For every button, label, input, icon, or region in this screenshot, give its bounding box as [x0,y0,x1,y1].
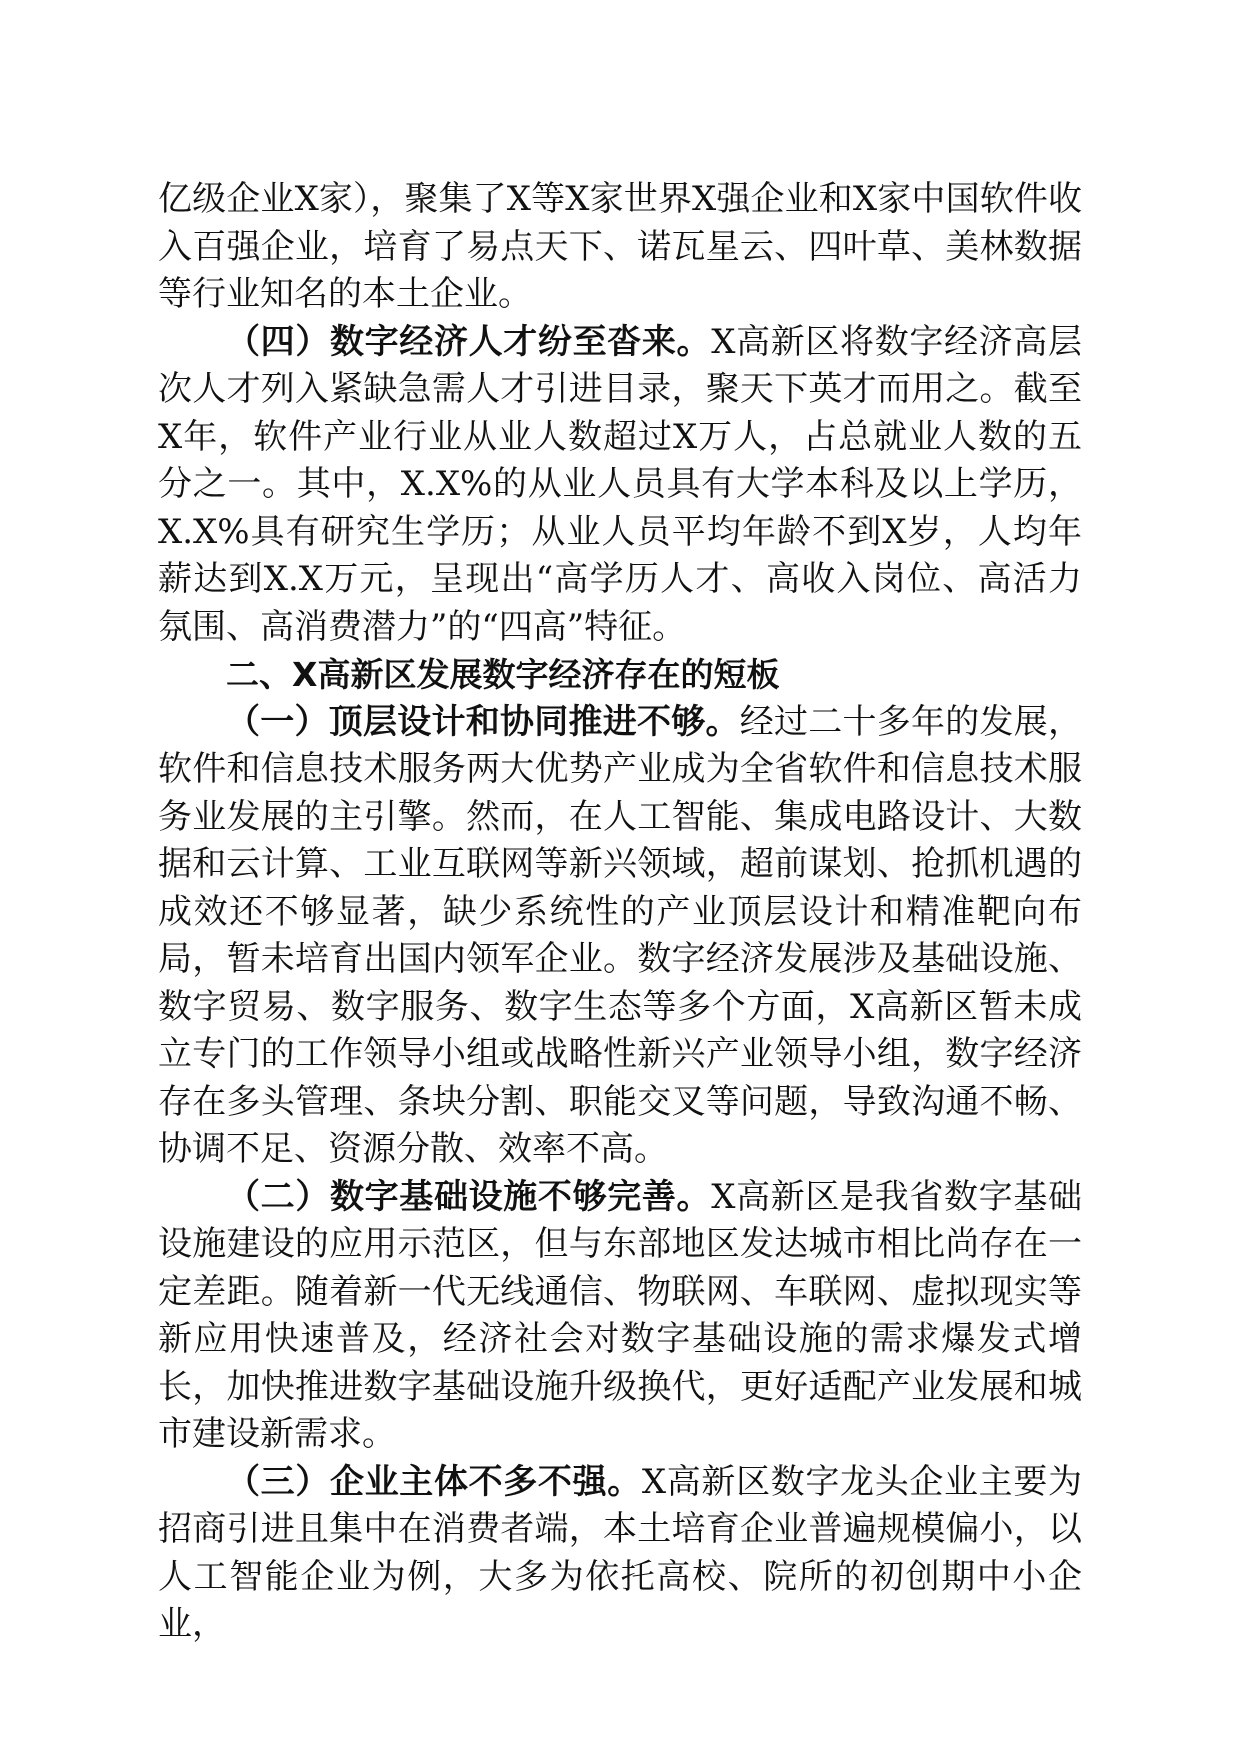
paragraph-enterprises [158,1459,1082,1649]
section-heading: 二、X高新区发展数字经济存在的短板 [226,655,780,694]
paragraph-text: X高新区是我省数字基础设施建设的应用示范区，但与东部地区发达城市相比尚存在一定差距。随着新一代无线通信、物联网、车联网、虚拟现实等新应用快速普及，经济社会对数字基础设施的需求爆发式增长，加快推进数字基础设施升级换代，更好适配产业发展和城市建设新需求。 [158,1176,1082,1454]
paragraph-text: X高新区将数字经济高层次人才列入紧缺急需人才引进目录，聚天下英才而用之。截至X年，软件产业行业从业人数超过X万人，占总就业人数的五分之一。其中，X.X%的从业人员具有大学本科及以上学历，X.X%具有研究生学历；从业人员平均年龄不到X岁，人均年薪达到X.X万元，呈现出“高学历人才、高收入岗位、高活力氛围、高消费潜力”的“四高”特征。 [158,321,1082,647]
paragraph-lead: （四）数字经济人才纷至沓来。 [226,321,712,362]
paragraph-continuation [158,176,1082,319]
document-page [158,176,1082,1649]
paragraph-infrastructure [158,1174,1082,1459]
paragraph-lead: （三）企业主体不多不强。 [226,1461,642,1502]
paragraph-text: 亿级企业X家），聚集了X等X家世界X强企业和X家中国软件收入百强企业，培育了易点天下、诺瓦星云、四叶草、美林数据等行业知名的本土企业。 [158,179,1082,314]
paragraph-lead: （一）顶层设计和协同推进不够。 [226,701,740,742]
paragraph-text: X高新区数字龙头企业主要为招商引进且集中在消费者端，本土培育企业普遍规模偏小，以人工智能企业为例，大多为依托高校、院所的初创期中小企业， [158,1461,1082,1644]
paragraph-lead: （二）数字基础设施不够完善。 [226,1176,712,1217]
paragraph-top-design [158,699,1082,1174]
paragraph-talent [158,319,1082,652]
paragraph-text: 经过二十多年的发展，软件和信息技术服务两大优势产业成为全省软件和信息技术服务业发展的主引擎。然而，在人工智能、集成电路设计、大数据和云计算、工业互联网等新兴领域，超前谋划、抢抓机遇的成效还不够显著，缺少系统性的产业顶层设计和精准靶向布局，暂未培育出国内领军企业。数字经济发展涉及基础设施、数字贸易、数字服务、数字生态等多个方面，X高新区暂未成立专门的工作领导小组或战略性新兴产业领导小组，数字经济存在多头管理、条块分割、职能交叉等问题，导致沟通不畅、协调不足、资源分散、效率不高。 [158,701,1082,1169]
